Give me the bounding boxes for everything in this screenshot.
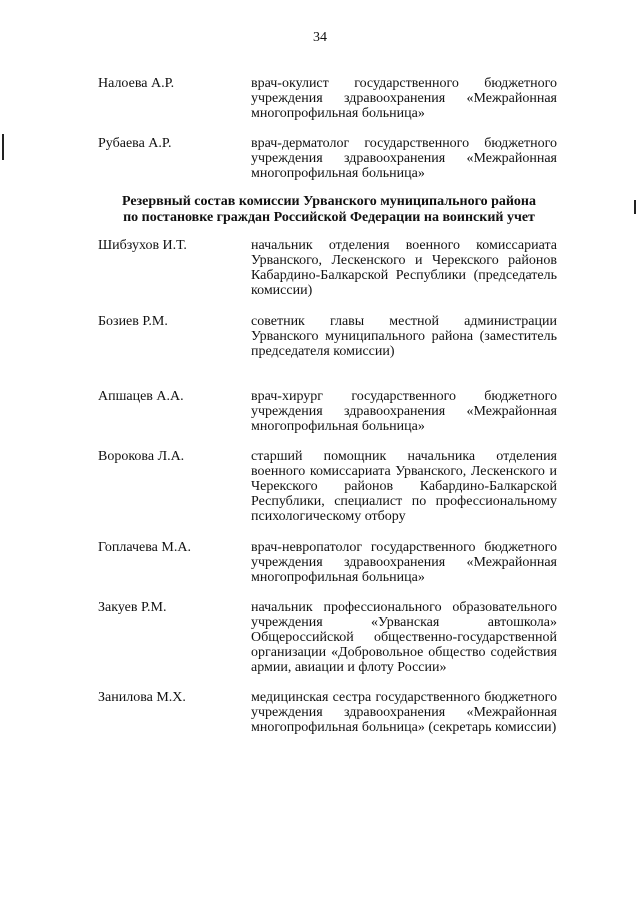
member-name: Бозиев Р.М. [98, 314, 168, 329]
member-name: Ворокова Л.А. [98, 449, 185, 464]
left-margin-mark [2, 134, 4, 160]
member-row [98, 600, 560, 675]
member-name: Гоплачева М.А. [98, 540, 191, 555]
member-row [98, 76, 560, 121]
member-role: медицинская сестра государственного бюджетного учреждения здравоохранения «Межрайонная многопрофильная больница» (секретарь комиссии) [251, 690, 557, 735]
heading-line-2: по постановке граждан Российской Федерации на воинский учет [123, 210, 535, 225]
member-name: Налоева А.Р. [98, 76, 175, 91]
member-row [98, 540, 560, 585]
members-reserve-list [98, 238, 560, 735]
member-role: начальник отделения военного комиссариата Урванского, Лескенского и Черекского районов Кабардино-Балкарской Республики (председатель комиссии) [251, 238, 557, 298]
member-role: старший помощник начальника отделения военного комиссариата Урванского, Лескенского и Черекского районов Кабардино-Балкарской Республики, специалист по профессиональному психологическому отбору [251, 449, 557, 524]
member-role: врач-окулист государственного бюджетного учреждения здравоохранения «Межрайонная многопрофильная больница» [251, 76, 557, 121]
member-role: врач-невропатолог государственного бюджетного учреждения здравоохранения «Межрайонная многопрофильная больница» [251, 540, 557, 585]
members-top-list [98, 76, 560, 181]
member-role: врач-хирург государственного бюджетного учреждения здравоохранения «Межрайонная многопрофильная больница» [251, 389, 557, 434]
heading-line-1: Резервный состав комиссии Урванского муниципального района [121, 194, 537, 209]
member-name: Апшацев А.А. [98, 389, 184, 404]
page-number: 34 [313, 30, 327, 45]
member-name: Шибзухов И.Т. [98, 238, 187, 253]
member-role: врач-дерматолог государственного бюджетного учреждения здравоохранения «Межрайонная многопрофильная больница» [251, 136, 557, 181]
member-name: Занилова М.Х. [98, 690, 186, 705]
member-row [98, 449, 560, 524]
member-row [98, 314, 560, 359]
right-margin-mark [634, 200, 636, 214]
member-row [98, 690, 560, 735]
section-heading [98, 194, 560, 226]
member-row [98, 389, 560, 434]
member-row [98, 238, 560, 298]
member-name: Рубаева А.Р. [98, 136, 172, 151]
member-row [98, 136, 560, 181]
member-role: советник главы местной администрации Урванского муниципального района (заместитель председателя комиссии) [251, 314, 557, 359]
member-name: Закуев Р.М. [98, 600, 167, 615]
member-role: начальник профессионального образовательного учреждения «Урванская автошкола» Общероссийской общественно-государственной организации «Добровольное общество содействия армии, авиации и флоту России» [251, 600, 557, 675]
